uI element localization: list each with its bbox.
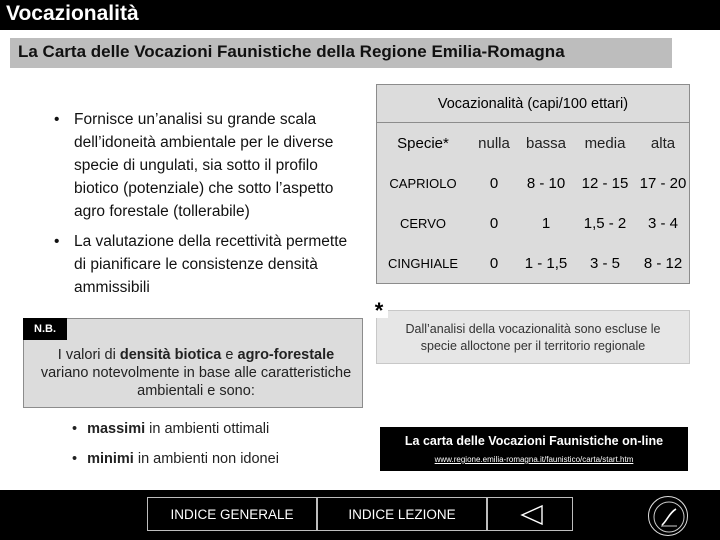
table-cell: 12 - 15	[581, 174, 629, 192]
bullet-dot-icon: •	[54, 233, 60, 250]
table-header-cell: alta	[650, 134, 676, 152]
nb-text-part: variano notevolmente in base alle caratteristiche ambientali e sono:	[40, 365, 352, 399]
bullet-dot-icon: •	[72, 421, 78, 437]
vocation-table	[376, 84, 690, 284]
bullet-dot-icon: •	[72, 451, 78, 467]
table-header-cell: bassa	[525, 134, 567, 152]
index-lesson-button[interactable]: INDICE LEZIONE	[317, 497, 487, 531]
asterisk-marker: *	[370, 300, 388, 318]
table-cell: CAPRIOLO	[389, 175, 457, 191]
bullet-item	[52, 230, 352, 299]
table-cell: 0	[489, 174, 499, 192]
table-cell: 0	[489, 214, 499, 232]
nb-text-part: e	[221, 347, 238, 363]
table-header-cell: nulla	[478, 134, 510, 152]
table-header-cell: media	[584, 134, 626, 152]
bullet-dot-icon: •	[54, 111, 60, 128]
logo-icon	[648, 496, 688, 536]
nb-list-item	[72, 414, 279, 444]
nb-label: N.B.	[23, 318, 67, 340]
nb-text-part: I valori di	[57, 347, 120, 363]
page-title: Vocazionalità	[6, 2, 139, 25]
nb-item-text: in ambienti non idonei	[133, 451, 279, 467]
table-cell: 3 - 4	[647, 214, 678, 232]
bullet-text: Fornisce un’analisi su grande scala dell’idoneità ambientale per le diverse specie di ungulati, sia sotto il profilo biotico (potenziale) che sotto l’aspetto agro forestale (tollerabile)	[74, 111, 334, 220]
online-title: La carta delle Vocazioni Faunistiche on-line	[404, 434, 664, 448]
footnote-box	[376, 310, 690, 364]
nb-text-bold: densità biotica	[119, 347, 222, 363]
online-box	[380, 427, 688, 471]
footnote-text: Dall’analisi della vocazionalità sono escluse le specie alloctone per il territorio regionale	[405, 322, 661, 353]
table-cell: 8 - 10	[526, 174, 566, 192]
nb-list-item	[72, 444, 279, 474]
nb-text	[40, 346, 352, 400]
table-row	[377, 203, 689, 243]
table-cell: 1 - 1,5	[524, 254, 568, 272]
index-general-button[interactable]: INDICE GENERALE	[147, 497, 317, 531]
table-cell: 17 - 20	[639, 174, 687, 192]
table-cell: 8 - 12	[643, 254, 683, 272]
table-row	[377, 243, 689, 283]
table-cell: CINGHIALE	[387, 255, 459, 271]
table-cell: 3 - 5	[589, 254, 620, 272]
bullet-item	[52, 108, 352, 223]
table-cell: 1,5 - 2	[583, 214, 627, 232]
back-button[interactable]	[487, 497, 573, 531]
bullet-list	[52, 108, 352, 306]
table-header-cell: Specie*	[397, 134, 449, 152]
table-cell: 1	[541, 214, 551, 232]
nb-item-bold: massimi	[87, 421, 146, 437]
table-cell: 0	[489, 254, 499, 272]
nb-text-bold: agro-forestale	[237, 347, 335, 363]
bullet-text: La valutazione della recettività permette di pianificare le consistenze densità ammissibili	[74, 233, 348, 296]
table-row	[377, 163, 689, 203]
back-arrow-icon	[488, 498, 574, 532]
page-subtitle: La Carta delle Vocazioni Faunistiche della Regione Emilia-Romagna	[18, 42, 565, 61]
subtitle-bar	[10, 38, 672, 68]
table-title: Vocazionalità (capi/100 ettari)	[377, 85, 689, 123]
nb-item-text: in ambienti ottimali	[145, 421, 270, 437]
online-link[interactable]: www.regione.emilia-romagna.it/faunistico/carta/start.htm	[434, 455, 634, 464]
table-header-row	[377, 123, 689, 163]
title-bar	[0, 0, 720, 30]
table-cell: CERVO	[400, 215, 446, 231]
nb-list	[72, 414, 279, 474]
nb-item-bold: minimi	[87, 451, 134, 467]
